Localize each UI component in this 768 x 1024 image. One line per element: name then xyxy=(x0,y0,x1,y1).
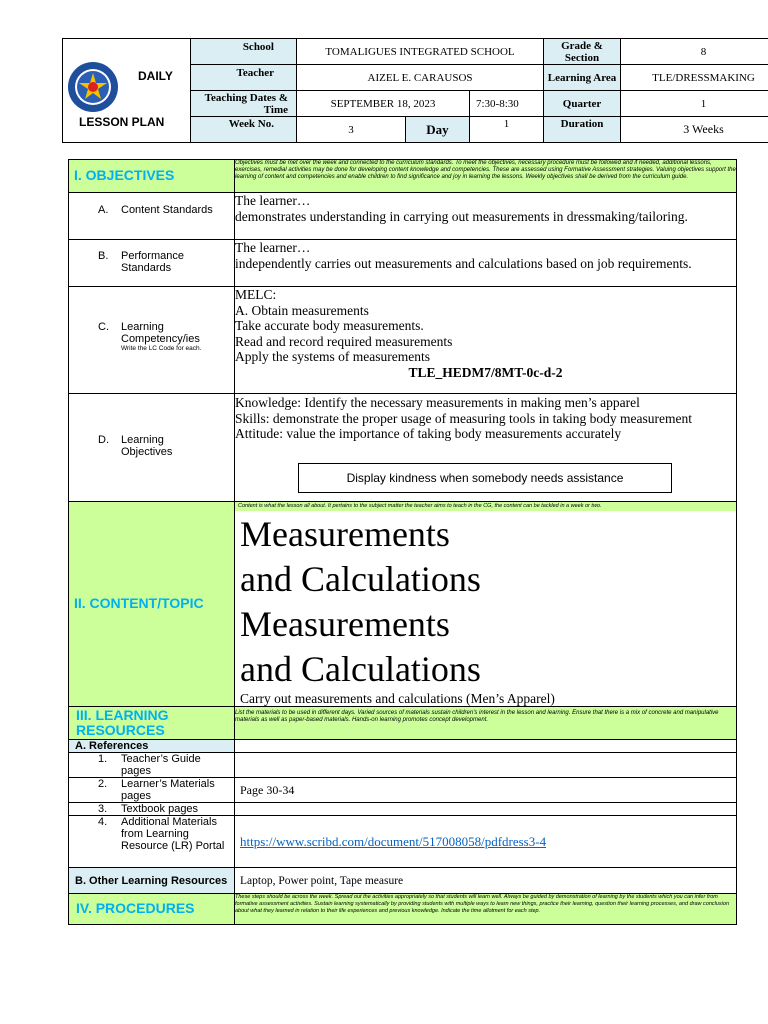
textbook-num: 3. xyxy=(98,803,108,815)
learning-competency-label: Learning Competency/ies xyxy=(121,321,200,345)
learning-competency-sub: Write the LC Code for each. xyxy=(121,345,202,352)
learning-competency-line3: Take accurate body measurements. xyxy=(235,318,424,333)
duration-value: 3 Weeks xyxy=(621,117,768,143)
teacher-label: Teacher xyxy=(191,65,297,91)
teaching-time-value: 7:30-8:30 xyxy=(470,91,544,117)
procedures-title: IV. PROCEDURES xyxy=(76,900,195,916)
content-topic-title-cell xyxy=(69,502,235,707)
learning-resources-title: III. LEARNING RESOURCES xyxy=(76,707,169,738)
learning-competency-code: TLE_HEDM7/8MT-0c-d-2 xyxy=(408,364,563,380)
content-topic-note: Content is what the lesson all about. It pertains to the subject matter the teacher aims to teach in the CG, the content can be tackled in a week or two. xyxy=(235,502,736,511)
learners-materials-value: Page 30-34 xyxy=(235,778,737,803)
grade-label: Grade & Section xyxy=(544,39,621,65)
day-label: Day xyxy=(406,117,470,143)
header-title-lesson-plan: LESSON PLAN xyxy=(79,115,165,129)
references-label: A. References xyxy=(69,740,235,753)
header-logo-title-cell xyxy=(63,39,191,143)
learning-area-label: Learning Area xyxy=(544,65,621,91)
learners-materials-label-cell xyxy=(69,778,235,803)
learning-competency-line5: Apply the systems of measurements xyxy=(235,349,430,364)
learning-resources-title-cell xyxy=(69,707,235,740)
topic-heading-line1: Measurements xyxy=(240,514,450,554)
week-value: 3 xyxy=(297,117,406,143)
grade-value: 8 xyxy=(621,39,768,65)
learners-materials-label: Learner’s Materials pages xyxy=(121,778,215,802)
references-value xyxy=(235,740,737,753)
objectives-title xyxy=(69,160,235,193)
content-standards-label-cell xyxy=(69,193,235,240)
learning-objectives-letter: D. xyxy=(98,434,109,446)
topic-heading-line4: and Calculations xyxy=(240,649,481,689)
content-topic-title: II. CONTENT/TOPIC xyxy=(74,595,204,611)
other-resources-label: B. Other Learning Resources xyxy=(69,868,235,894)
topic-heading-line3: Measurements xyxy=(240,604,450,644)
teaching-dates-label: Teaching Dates & Time xyxy=(191,91,297,117)
learning-objectives-value xyxy=(235,394,737,502)
learning-objectives-label-cell xyxy=(69,394,235,502)
learning-competency-melc: MELC: xyxy=(235,287,277,302)
quarter-label: Quarter xyxy=(544,91,621,117)
teachers-guide-label: Teacher’s Guide pages xyxy=(121,753,201,777)
school-value: TOMALIGUES INTEGRATED SCHOOL xyxy=(297,39,544,65)
learning-competency-line2: A. Obtain measurements xyxy=(235,302,369,318)
learning-competency-line4: Read and record required measurements xyxy=(235,333,453,349)
teaching-date-value: SEPTEMBER 18, 2023 xyxy=(297,91,470,117)
objectives-note: Objectives must be met over the week and connected to the curriculum standards. To meet the objectives, necessary procedure must be followed and if needed, additional lessons, exercises, remedial activities may be done for developing content knowledge and competencies. These are assessed using Formative Assessment strategies. Valuing objectives support the learning of content and competencies and enable children to find significance and joy in learning the lessons. Weekly objectives shall be derived from the curriculum guide. xyxy=(235,160,737,193)
textbook-value xyxy=(235,803,737,816)
teachers-guide-label-cell xyxy=(69,753,235,778)
lr-portal-link[interactable]: https://www.scribd.com/document/517008058/pdfdress3-4 xyxy=(240,833,547,849)
teacher-value: AIZEL E. CARAUSOS xyxy=(297,65,544,91)
learning-competency-letter: C. xyxy=(98,321,109,333)
textbook-label: Textbook pages xyxy=(121,803,199,815)
day-value: 1 xyxy=(470,117,544,143)
header-title-daily: DAILY xyxy=(138,69,173,83)
procedures-title-cell xyxy=(69,894,235,925)
additional-materials-num: 4. xyxy=(98,816,108,828)
learning-competency-value xyxy=(235,287,737,394)
content-standards-label: Content Standards xyxy=(121,204,213,216)
performance-standards-line1: The learner… xyxy=(235,240,311,255)
quarter-value: 1 xyxy=(621,91,768,117)
learning-area-value: TLE/DRESSMAKING xyxy=(621,65,768,91)
learning-objectives-skills: Skills: demonstrate the proper usage of measuring tools in taking body measurement xyxy=(235,410,693,426)
learning-resources-note: List the materials to be used in different days. Varied sources of materials sustain children's interest in the lesson and learning. Ensure that there is a mix of concrete and manipulative materials as well as paper-based materials. Hands-on learning promotes concept development. xyxy=(235,707,737,740)
content-standards-line2: demonstrates understanding in carrying out measurements in dressmaking/tailoring. xyxy=(235,208,688,224)
learning-objectives-knowledge: Knowledge: Identify the necessary measurements in making men’s apparel xyxy=(235,395,640,410)
content-standards-line1: The learner… xyxy=(235,193,311,208)
additional-materials-label: Additional Materials from Learning Resource (LR) Portal xyxy=(121,816,225,852)
topic-heading-line2: and Calculations xyxy=(240,559,481,599)
content-topic-heading xyxy=(235,512,736,692)
learners-materials-num: 2. xyxy=(98,778,108,790)
content-topic-subtitle: Carry out measurements and calculations (Men’s Apparel) xyxy=(240,691,555,706)
textbook-label-cell xyxy=(69,803,235,816)
content-standards-letter: A. xyxy=(98,204,109,216)
teachers-guide-num: 1. xyxy=(98,753,108,765)
teachers-guide-value xyxy=(235,753,737,778)
objectives-title-text: I. OBJECTIVES xyxy=(74,167,175,183)
performance-standards-label-cell xyxy=(69,240,235,287)
learning-competency-label-cell xyxy=(69,287,235,394)
additional-materials-value xyxy=(235,816,737,868)
content-topic-value xyxy=(235,502,737,707)
deped-seal-icon xyxy=(67,61,119,113)
kindness-callout: Display kindness when somebody needs assistance xyxy=(298,463,672,493)
procedures-note: These steps should be across the week. Spread out the activities appropriately so that students will learn well. Always be guided by demonstration of learning by the students which you can infer from formative assessment activities. Sustain learning systematically by providing students with multiple ways to learn new things, practice their learning, question their learning processes, and draw conclusion about what they learned in relation to their life experiences and previous knowledge. Indicate the time allotment for each step. xyxy=(235,894,737,925)
learning-objectives-attitude: Attitude: value the importance of taking body measurements accurately xyxy=(235,426,622,441)
school-label: School xyxy=(191,39,297,65)
learning-objectives-label: Learning Objectives xyxy=(121,434,173,458)
week-label: Week No. xyxy=(191,117,297,143)
duration-label: Duration xyxy=(544,117,621,143)
header-table xyxy=(62,38,768,143)
performance-standards-label: Performance Standards xyxy=(121,250,184,274)
performance-standards-line2: independently carries out measurements and calculations based on job requirements. xyxy=(235,255,692,271)
performance-standards-value xyxy=(235,240,737,287)
additional-materials-label-cell xyxy=(69,816,235,868)
other-resources-value: Laptop, Power point, Tape measure xyxy=(235,868,737,894)
lesson-plan-table xyxy=(68,159,737,925)
performance-standards-letter: B. xyxy=(98,250,109,262)
content-standards-value xyxy=(235,193,737,240)
